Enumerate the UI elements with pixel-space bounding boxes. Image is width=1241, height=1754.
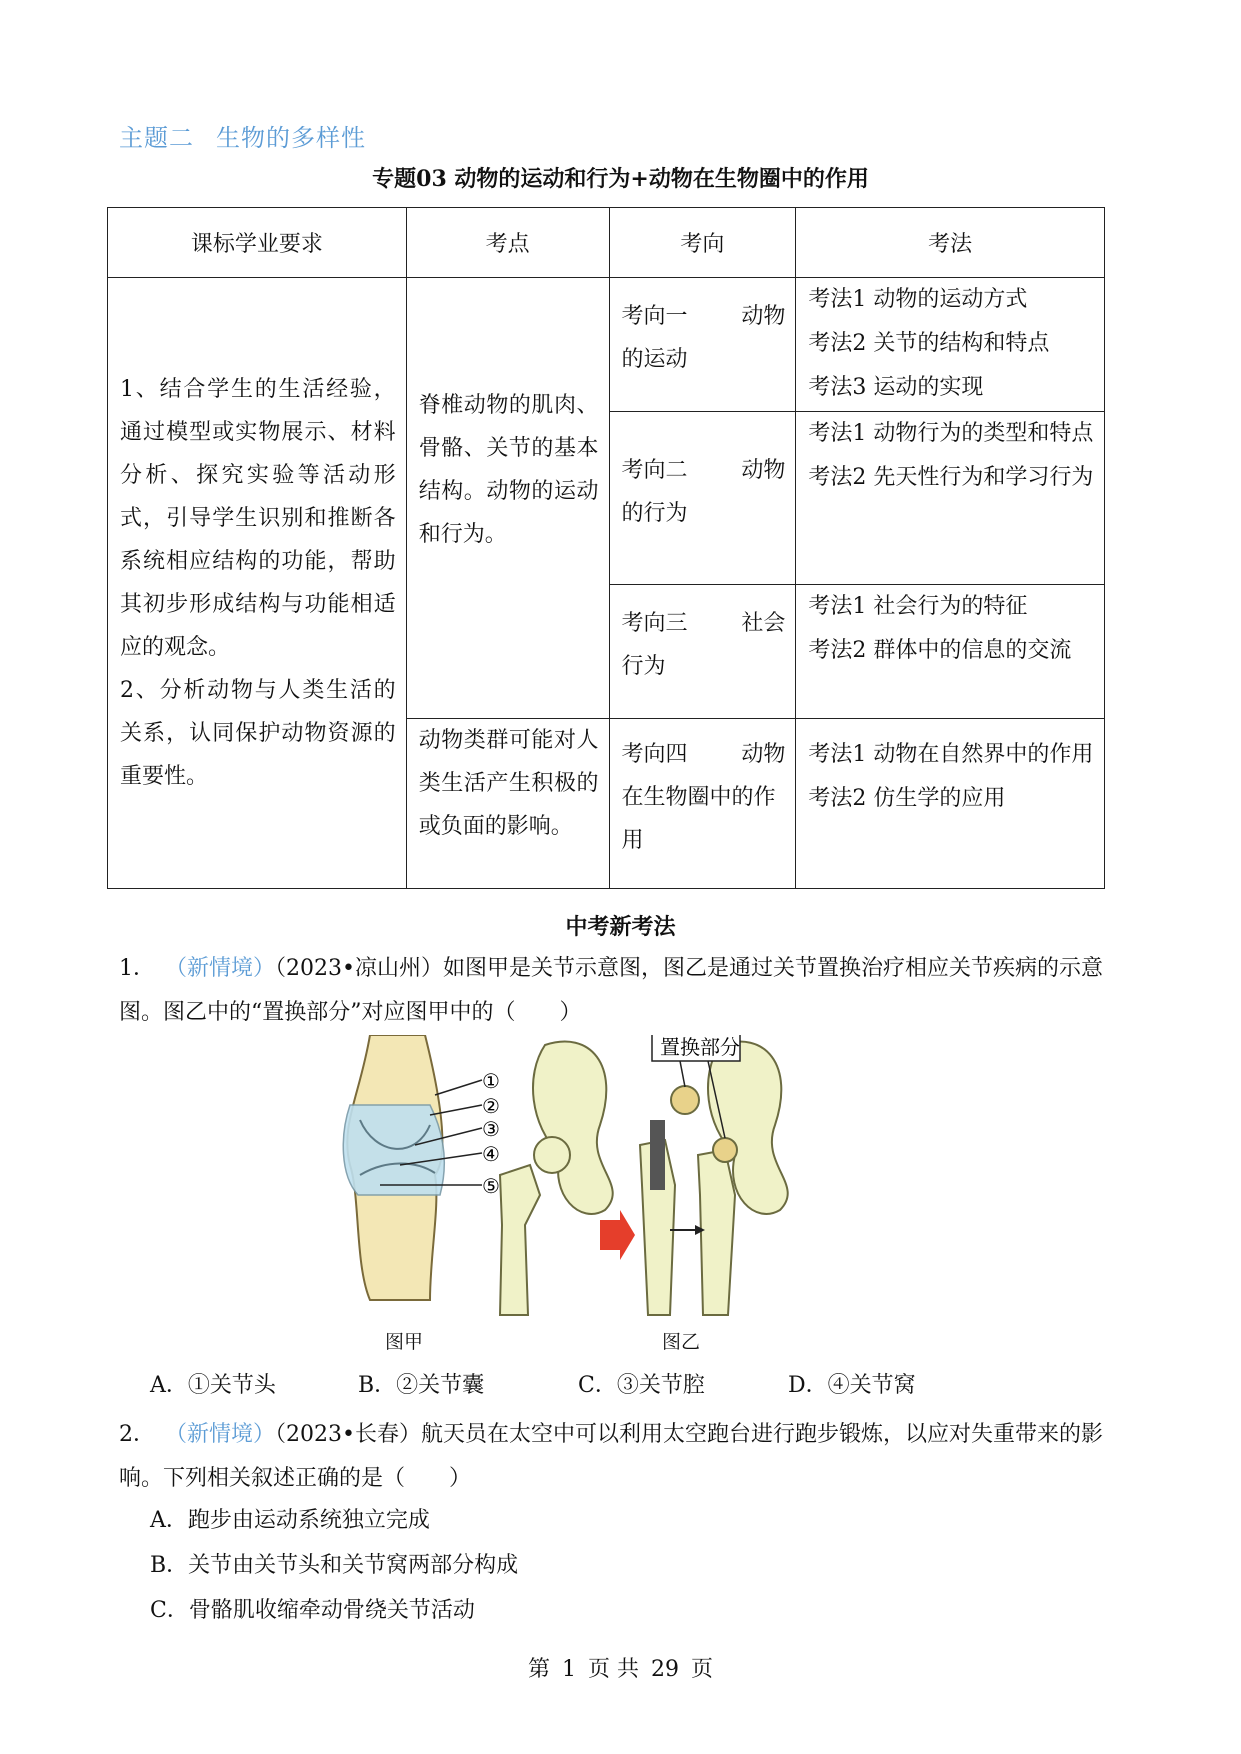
direction-cell-3 (609, 585, 796, 719)
question-1 (119, 947, 1119, 1035)
method-item: 考法3 运动的实现 (808, 375, 984, 400)
requirement-cell (108, 278, 407, 889)
point-cell-2 (406, 719, 609, 889)
question-text: （2023•长春）航天员在太空中可以利用太空跑台进行跑步锻炼，以应对失重带来的影响。下列相关叙述正确的是（ ） (119, 1422, 1103, 1491)
question-tag: （新情境） (165, 956, 276, 981)
cup-implant-fitted (713, 1138, 737, 1162)
direction-label: 考向二 (621, 458, 688, 483)
direction-cell-4 (609, 719, 796, 889)
header-requirement: 课标学业要求 (108, 208, 407, 278)
page-number: 1 (562, 1657, 576, 1682)
arrow-icon (600, 1210, 635, 1260)
direction-cell-1 (609, 278, 796, 412)
direction-rest: 行为 (621, 654, 666, 679)
marker-3: ③ (482, 1117, 500, 1141)
footer-suffix: 页 (691, 1657, 714, 1682)
point-text-2: 动物类群可能对人类生活产生积极的或负面的影响。 (418, 728, 599, 839)
topic-header (119, 118, 366, 153)
method-item: 考法2 关节的结构和特点 (808, 331, 1050, 356)
method-item: 考法2 群体中的信息的交流 (808, 638, 1072, 663)
page-title: 专题03 动物的运动和行为+动物在生物圈中的作用 (372, 166, 869, 192)
header-point: 考点 (406, 208, 609, 278)
method-cell-2 (796, 412, 1105, 585)
hip-replacement-diagram (500, 1042, 788, 1315)
method-cell-1 (796, 278, 1105, 412)
option-2a: A．跑步由运动系统独立完成 (150, 1508, 430, 1533)
section-title: 中考新考法 (565, 914, 676, 940)
question-text: （2023•凉山州）如图甲是关节示意图，图乙是通过关节置换治疗相应关节疾病的示意图。图乙中的“置换部分”对应图甲中的（ ） (119, 956, 1103, 1025)
footer-mid: 页 共 (588, 1657, 639, 1682)
direction-label: 考向三 (621, 611, 688, 636)
option-1b: B．②关节囊 (358, 1373, 485, 1398)
method-item: 考法1 社会行为的特征 (808, 594, 1028, 619)
footer-prefix: 第 (527, 1657, 550, 1682)
direction-name: 动物 (741, 458, 786, 483)
method-item: 考法1 动物的运动方式 (808, 287, 1028, 312)
method-item: 考法1 动物行为的类型和特点 (808, 421, 1094, 446)
method-item: 考法1 动物在自然界中的作用 (808, 742, 1094, 767)
topic-number: 主题二 (119, 124, 194, 152)
question-number: 2． (119, 1422, 155, 1447)
method-cell-3 (796, 585, 1105, 719)
method-cell-4 (796, 719, 1105, 889)
curriculum-table (107, 207, 1105, 889)
option-1d: D．④关节窝 (788, 1373, 916, 1398)
page-footer (0, 1652, 1241, 1683)
cup-implant (671, 1086, 699, 1114)
topic-name: 生物的多样性 (216, 124, 366, 152)
direction-rest: 的行为 (621, 501, 688, 526)
table-header-row (108, 208, 1105, 278)
point-text-1: 脊椎动物的肌肉、骨骼、关节的基本结构。动物的运动和行为。 (418, 393, 599, 547)
question-number: 1． (119, 956, 155, 981)
method-item: 考法2 仿生学的应用 (808, 786, 1006, 811)
option-1c: C．③关节腔 (578, 1373, 705, 1398)
option-1a: A．①关节头 (150, 1373, 276, 1398)
point-cell-1 (406, 278, 609, 719)
marker-4: ④ (482, 1142, 500, 1166)
direction-label: 考向一 (621, 304, 688, 329)
caption-b: 图乙 (662, 1331, 701, 1353)
direction-name: 动物 (741, 742, 786, 767)
header-direction: 考向 (609, 208, 796, 278)
caption-a: 图甲 (385, 1331, 424, 1353)
option-2b: B．关节由关节头和关节窝两部分构成 (150, 1553, 519, 1578)
direction-cell-2 (609, 412, 796, 585)
question-tag: （新情境） (165, 1422, 276, 1447)
stem-implant (650, 1120, 665, 1190)
header-method: 考法 (796, 208, 1105, 278)
question-2 (119, 1413, 1119, 1501)
joint-figure (330, 1035, 930, 1335)
method-item: 考法2 先天性行为和学习行为 (808, 465, 1094, 490)
direction-rest: 的运动 (621, 347, 688, 372)
marker-2: ② (482, 1094, 500, 1118)
option-2c: C．骨骼肌收缩牵动骨绕关节活动 (150, 1598, 475, 1623)
direction-name: 社会 (741, 611, 786, 636)
page-total: 29 (651, 1657, 679, 1682)
marker-1: ① (482, 1069, 500, 1093)
knee-joint-diagram (343, 1035, 482, 1300)
marker-5: ⑤ (482, 1174, 500, 1198)
replace-label: 置换部分 (660, 1035, 740, 1059)
direction-name: 动物 (741, 304, 786, 329)
direction-label: 考向四 (621, 742, 688, 767)
direction-rest: 在生物圈中的作用 (621, 785, 776, 853)
requirement-text: 1、结合学生的生活经验，通过模型或实物展示、材料分析、探究实验等活动形式，引导学生识别和推断各系统相应结构的功能，帮助其初步形成结构与功能相适应的观念。 2、分析动物与人类生活的关系，认同保护动物资源的重要性。 (120, 377, 396, 789)
